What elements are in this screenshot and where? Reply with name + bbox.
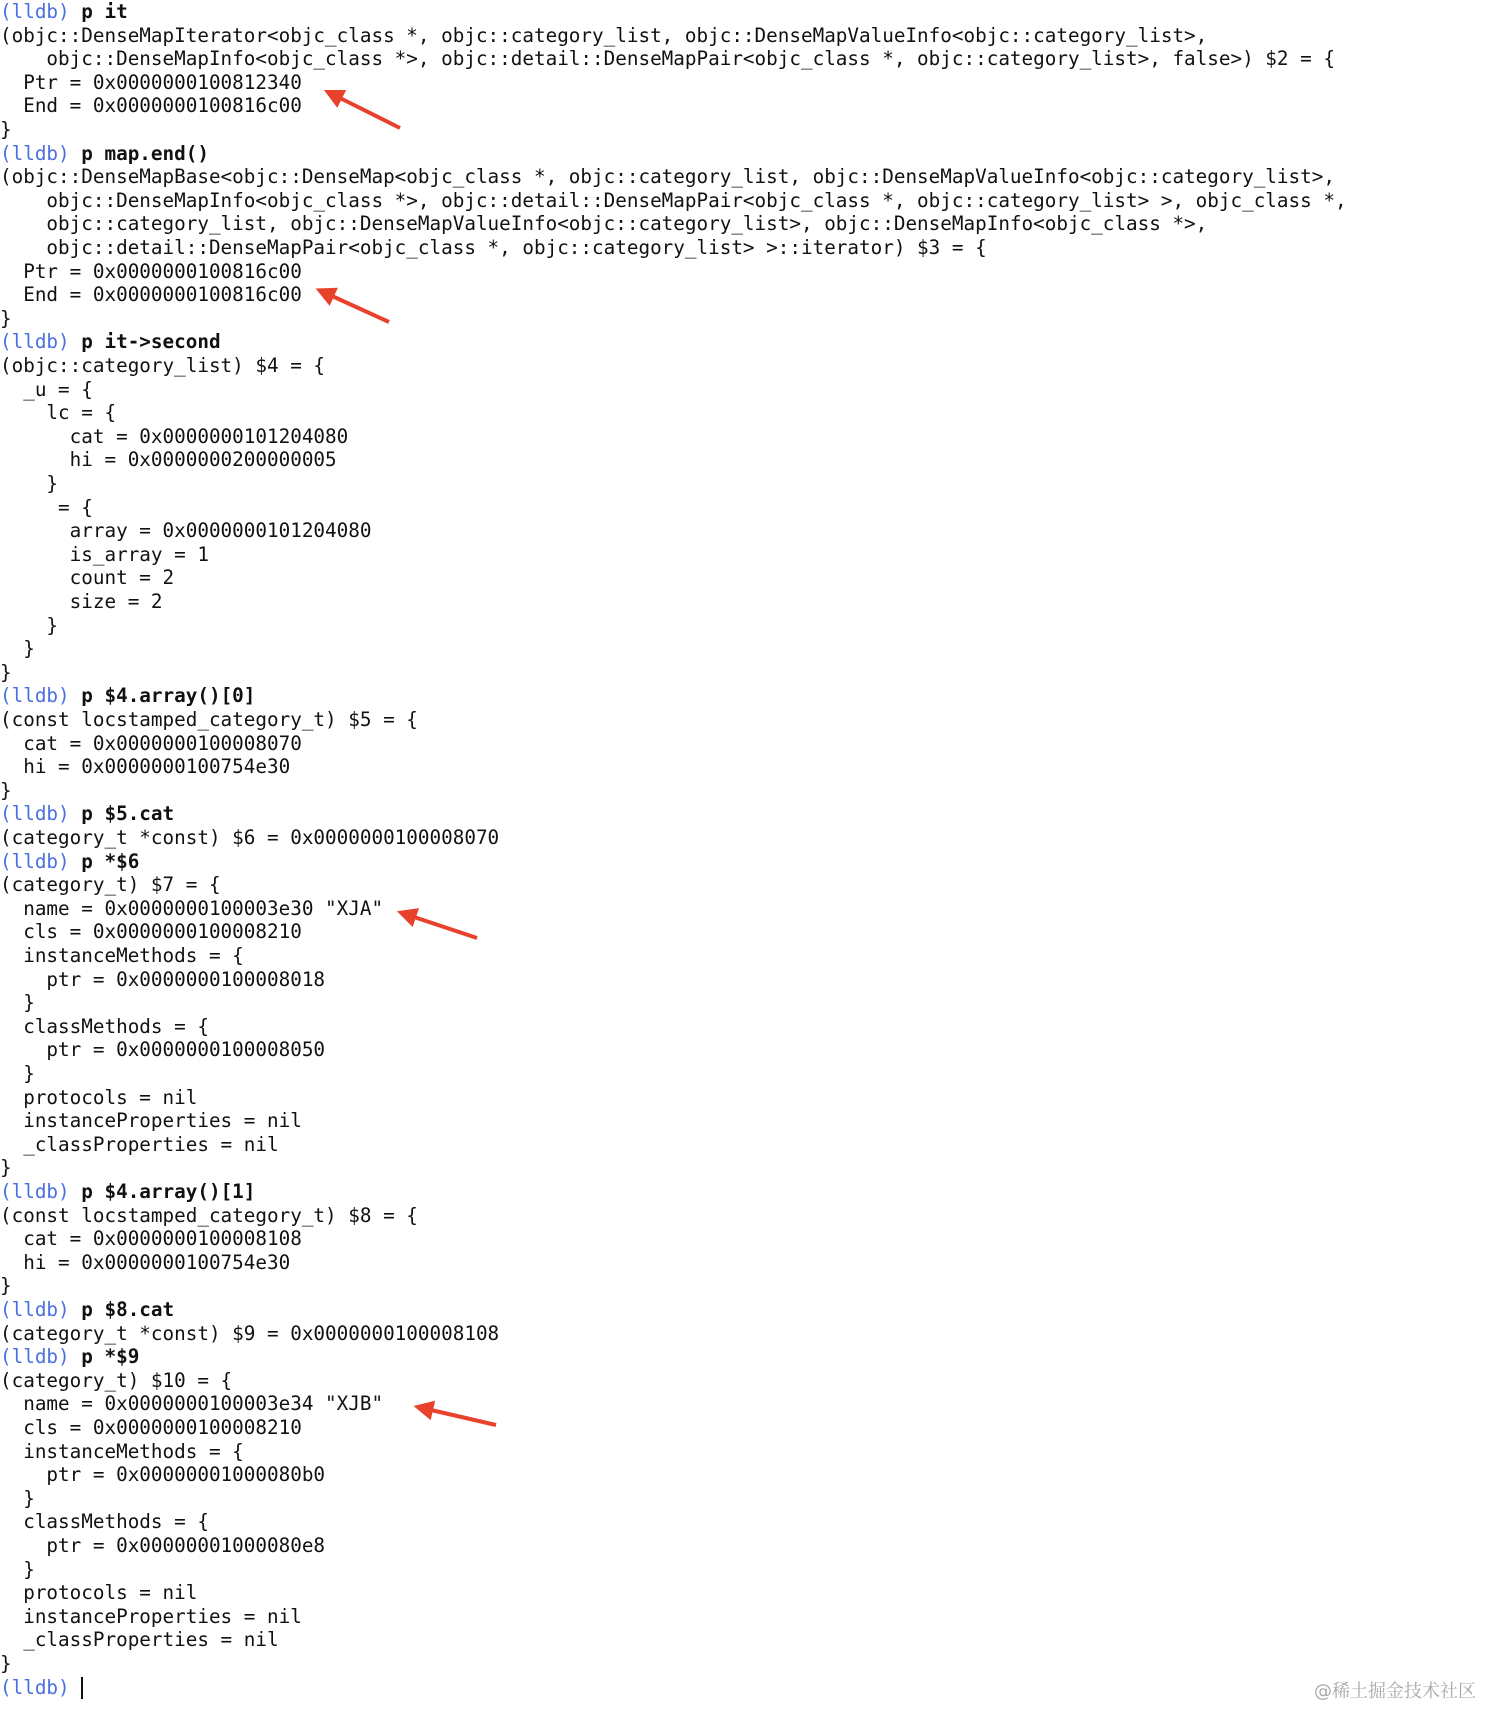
command-line — [0, 850, 139, 874]
output-line: (category_t) $7 = { — [0, 873, 221, 897]
command-text: p *$6 — [81, 849, 140, 873]
output-line: } — [0, 118, 12, 141]
output-line: ptr = 0x00000001000080e8 — [0, 1534, 326, 1557]
input-line — [0, 1676, 81, 1700]
output-line: _u = { — [0, 377, 93, 401]
command-text: p $5.cat — [81, 802, 175, 826]
command-line — [0, 684, 255, 708]
output-line: hi = 0x0000000200000005 — [0, 448, 337, 472]
output-line: = { — [0, 495, 93, 519]
command-line — [0, 330, 221, 354]
output-line: ptr = 0x0000000100008050 — [0, 1038, 326, 1062]
prompt-label: (lldb) — [0, 684, 70, 708]
output-line: } — [0, 306, 12, 330]
text-cursor[interactable] — [81, 1677, 83, 1699]
output-line: instanceMethods = { — [0, 944, 244, 967]
command-line — [0, 1345, 139, 1369]
output-line: is_array = 1 — [0, 542, 209, 566]
output-line: hi = 0x0000000100754e30 — [0, 755, 291, 779]
output-line: } — [0, 472, 59, 495]
output-line: (objc::DenseMapBase<objc::DenseMap<objc_class *, objc::category_list, objc::DenseMapValueInfo<objc::category_list>, — [0, 165, 1335, 189]
watermark: @稀土掘金技术社区 — [1314, 1681, 1476, 1702]
output-line: hi = 0x0000000100754e30 — [0, 1250, 291, 1274]
output-line: instanceProperties = nil — [0, 1109, 302, 1133]
output-line: (category_t *const) $6 = 0x0000000100008070 — [0, 826, 500, 849]
output-line: (objc::DenseMapIterator<objc_class *, objc::category_list, objc::DenseMapValueInfo<objc::category_list>, — [0, 23, 1208, 47]
command-line — [0, 0, 128, 24]
output-line: (const locstamped_category_t) $8 = { — [0, 1203, 418, 1227]
output-line: array = 0x0000000101204080 — [0, 519, 372, 543]
command-text: p map.end() — [81, 141, 209, 165]
output-line: End = 0x0000000100816c00 — [0, 283, 302, 307]
output-line: _classProperties = nil — [0, 1628, 279, 1652]
output-line: (const locstamped_category_t) $5 = { — [0, 708, 418, 731]
output-line: cls = 0x0000000100008210 — [0, 1416, 302, 1439]
prompt-label: (lldb) — [0, 141, 70, 165]
command-line — [0, 802, 174, 826]
command-text: p *$9 — [81, 1345, 140, 1369]
output-line: (category_t) $10 = { — [0, 1368, 233, 1392]
command-line — [0, 1298, 174, 1322]
output-line: cat = 0x0000000100008070 — [0, 731, 302, 755]
output-line: objc::DenseMapInfo<objc_class *>, objc::detail::DenseMapPair<objc_class *, objc::category_list>, false>) $2 = { — [0, 47, 1335, 71]
output-line: ptr = 0x0000000100008018 — [0, 967, 326, 991]
output-line: ptr = 0x00000001000080b0 — [0, 1463, 326, 1487]
command-text: p $4.array()[1] — [81, 1180, 256, 1203]
output-line: count = 2 — [0, 566, 175, 590]
prompt-label: (lldb) — [0, 1675, 70, 1699]
prompt-label: (lldb) — [0, 0, 70, 23]
command-line — [0, 142, 209, 166]
output-line: } — [0, 1062, 35, 1085]
output-line: (objc::category_list) $4 = { — [0, 354, 326, 377]
command-text: p $4.array()[0] — [81, 684, 256, 708]
output-line: } — [0, 637, 35, 661]
output-line: } — [0, 1486, 35, 1510]
output-line: _classProperties = nil — [0, 1132, 279, 1156]
output-line: Ptr = 0x0000000100816c00 — [0, 259, 302, 283]
output-line: protocols = nil — [0, 1085, 198, 1109]
output-line: (category_t *const) $9 = 0x0000000100008108 — [0, 1321, 500, 1345]
prompt-label: (lldb) — [0, 802, 70, 826]
output-line: name = 0x0000000100003e34 "XJB" — [0, 1392, 384, 1416]
output-line: } — [0, 1557, 35, 1581]
prompt-label: (lldb) — [0, 330, 70, 354]
prompt-label: (lldb) — [0, 1345, 70, 1369]
prompt-label: (lldb) — [0, 1180, 70, 1203]
output-line: objc::detail::DenseMapPair<objc_class *, objc::category_list> >::iterator) $3 = { — [0, 236, 987, 259]
output-line: objc::category_list, objc::DenseMapValueInfo<objc::category_list>, objc::DenseMapInfo<objc_class *>, — [0, 212, 1208, 236]
output-line: } — [0, 778, 12, 802]
output-line: objc::DenseMapInfo<objc_class *>, objc::detail::DenseMapPair<objc_class *, objc::category_list> >, objc_class *, — [0, 188, 1347, 212]
output-line: cat = 0x0000000100008108 — [0, 1227, 302, 1251]
output-line: protocols = nil — [0, 1581, 198, 1605]
output-line: instanceMethods = { — [0, 1439, 244, 1463]
output-line: Ptr = 0x0000000100812340 — [0, 70, 302, 94]
command-text: p it->second — [81, 330, 221, 354]
output-line: classMethods = { — [0, 1510, 209, 1534]
output-line: instanceProperties = nil — [0, 1604, 302, 1628]
output-line: name = 0x0000000100003e30 "XJA" — [0, 896, 384, 920]
output-line: classMethods = { — [0, 1014, 209, 1038]
command-text: p $8.cat — [81, 1298, 175, 1321]
output-line: cls = 0x0000000100008210 — [0, 920, 302, 944]
output-line: cat = 0x0000000101204080 — [0, 424, 349, 448]
output-line: } — [0, 660, 12, 684]
output-line: } — [0, 1156, 12, 1180]
output-line: lc = { — [0, 401, 117, 425]
prompt-label: (lldb) — [0, 849, 70, 873]
output-line: } — [0, 991, 35, 1015]
output-line: size = 2 — [0, 590, 163, 613]
command-text: p it — [81, 0, 128, 23]
output-line: End = 0x0000000100816c00 — [0, 94, 302, 118]
output-line: } — [0, 613, 59, 637]
output-line: } — [0, 1652, 12, 1675]
prompt-label: (lldb) — [0, 1298, 70, 1321]
command-line — [0, 1180, 255, 1204]
output-line: } — [0, 1274, 12, 1298]
